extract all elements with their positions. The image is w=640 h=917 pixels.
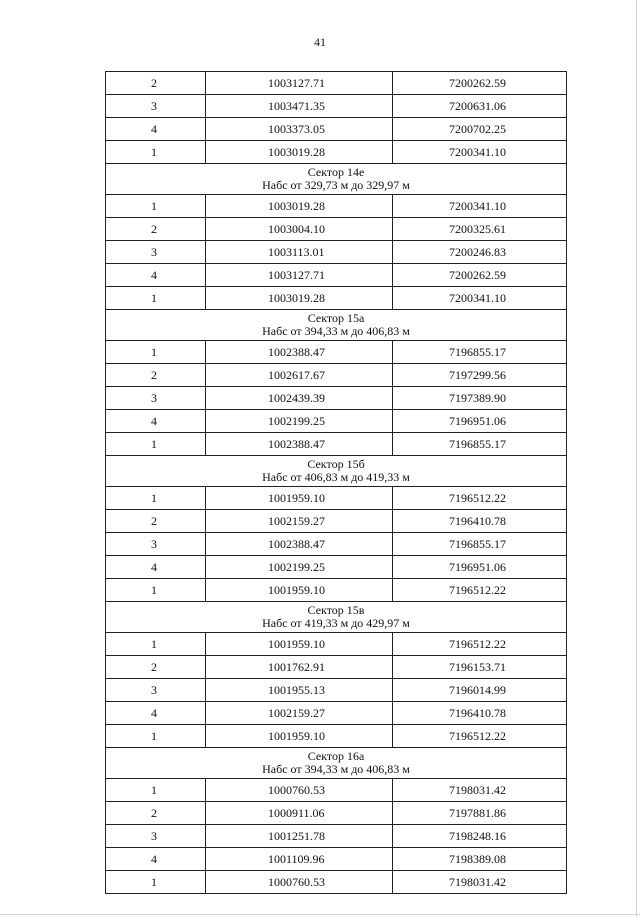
y-coordinate-cell: 7197881.86 xyxy=(393,802,567,825)
y-coordinate-cell: 7196014.99 xyxy=(393,679,567,702)
coordinate-row xyxy=(106,218,567,241)
x-coordinate-cell: 1001762.91 xyxy=(206,656,393,679)
y-coordinate-cell: 7200341.10 xyxy=(393,195,567,218)
coordinate-row xyxy=(106,72,567,95)
x-coordinate-cell: 1003127.71 xyxy=(206,264,393,287)
x-coordinate-cell: 1003113.01 xyxy=(206,241,393,264)
coordinate-row xyxy=(106,241,567,264)
coordinate-row xyxy=(106,510,567,533)
sector-header-row xyxy=(106,602,567,633)
x-coordinate-cell: 1003004.10 xyxy=(206,218,393,241)
point-number-cell: 1 xyxy=(106,487,206,510)
point-number-cell: 1 xyxy=(106,195,206,218)
x-coordinate-cell: 1001959.10 xyxy=(206,633,393,656)
y-coordinate-cell: 7196512.22 xyxy=(393,725,567,748)
point-number-cell: 1 xyxy=(106,287,206,310)
coordinate-row xyxy=(106,264,567,287)
coordinate-row xyxy=(106,487,567,510)
point-number-cell: 4 xyxy=(106,702,206,725)
point-number-cell: 2 xyxy=(106,218,206,241)
y-coordinate-cell: 7196153.71 xyxy=(393,656,567,679)
x-coordinate-cell: 1003373.05 xyxy=(206,118,393,141)
y-coordinate-cell: 7200262.59 xyxy=(393,72,567,95)
sector-height-range: Набс от 406,83 м до 419,33 м xyxy=(262,470,410,484)
point-number-cell: 1 xyxy=(106,433,206,456)
sector-title: Сектор 15а xyxy=(307,311,365,325)
point-number-cell: 3 xyxy=(106,387,206,410)
x-coordinate-cell: 1003019.28 xyxy=(206,195,393,218)
coordinate-row xyxy=(106,433,567,456)
x-coordinate-cell: 1001959.10 xyxy=(206,579,393,602)
y-coordinate-cell: 7198031.42 xyxy=(393,779,567,802)
point-number-cell: 3 xyxy=(106,533,206,556)
x-coordinate-cell: 1001959.10 xyxy=(206,725,393,748)
y-coordinate-cell: 7197299.56 xyxy=(393,364,567,387)
x-coordinate-cell: 1002199.25 xyxy=(206,556,393,579)
point-number-cell: 2 xyxy=(106,656,206,679)
sector-header-cell xyxy=(106,748,567,779)
x-coordinate-cell: 1003019.28 xyxy=(206,287,393,310)
y-coordinate-cell: 7196855.17 xyxy=(393,433,567,456)
x-coordinate-cell: 1003019.28 xyxy=(206,141,393,164)
x-coordinate-cell: 1000760.53 xyxy=(206,871,393,894)
sector-title: Сектор 15в xyxy=(307,603,365,617)
x-coordinate-cell: 1002388.47 xyxy=(206,341,393,364)
point-number-cell: 4 xyxy=(106,264,206,287)
y-coordinate-cell: 7196855.17 xyxy=(393,533,567,556)
sector-title: Сектор 14е xyxy=(307,165,365,179)
point-number-cell: 4 xyxy=(106,410,206,433)
point-number-cell: 2 xyxy=(106,72,206,95)
x-coordinate-cell: 1003127.71 xyxy=(206,72,393,95)
coordinates-table-body xyxy=(106,72,567,894)
scan-edge-bottom xyxy=(0,914,640,915)
sector-height-range: Набс от 419,33 м до 429,97 м xyxy=(262,616,410,630)
x-coordinate-cell: 1001109.96 xyxy=(206,848,393,871)
x-coordinate-cell: 1002617.67 xyxy=(206,364,393,387)
point-number-cell: 3 xyxy=(106,241,206,264)
sector-header-cell xyxy=(106,310,567,341)
y-coordinate-cell: 7200262.59 xyxy=(393,264,567,287)
sector-header-cell xyxy=(106,456,567,487)
coordinate-row xyxy=(106,364,567,387)
coordinate-row xyxy=(106,533,567,556)
coordinate-row xyxy=(106,656,567,679)
y-coordinate-cell: 7196951.06 xyxy=(393,410,567,433)
coordinate-row xyxy=(106,387,567,410)
coordinate-row xyxy=(106,141,567,164)
y-coordinate-cell: 7196951.06 xyxy=(393,556,567,579)
coordinate-row xyxy=(106,95,567,118)
sector-height-range: Набс от 394,33 м до 406,83 м xyxy=(262,324,410,338)
x-coordinate-cell: 1000911.06 xyxy=(206,802,393,825)
sector-height-range: Набс от 394,33 м до 406,83 м xyxy=(262,762,410,776)
coordinate-row xyxy=(106,579,567,602)
point-number-cell: 1 xyxy=(106,341,206,364)
scan-edge-right xyxy=(636,0,637,917)
point-number-cell: 3 xyxy=(106,95,206,118)
point-number-cell: 1 xyxy=(106,779,206,802)
point-number-cell: 2 xyxy=(106,802,206,825)
coordinates-table xyxy=(105,71,567,894)
y-coordinate-cell: 7200341.10 xyxy=(393,141,567,164)
y-coordinate-cell: 7196512.22 xyxy=(393,579,567,602)
coordinate-row xyxy=(106,825,567,848)
sector-header-row xyxy=(106,456,567,487)
point-number-cell: 1 xyxy=(106,725,206,748)
x-coordinate-cell: 1002388.47 xyxy=(206,533,393,556)
point-number-cell: 3 xyxy=(106,825,206,848)
y-coordinate-cell: 7198389.08 xyxy=(393,848,567,871)
y-coordinate-cell: 7200702.25 xyxy=(393,118,567,141)
sector-height-range: Набс от 329,73 м до 329,97 м xyxy=(262,178,410,192)
coordinate-row xyxy=(106,410,567,433)
x-coordinate-cell: 1002388.47 xyxy=(206,433,393,456)
x-coordinate-cell: 1000760.53 xyxy=(206,779,393,802)
x-coordinate-cell: 1002159.27 xyxy=(206,510,393,533)
point-number-cell: 4 xyxy=(106,848,206,871)
coordinate-row xyxy=(106,556,567,579)
coordinate-row xyxy=(106,195,567,218)
point-number-cell: 2 xyxy=(106,364,206,387)
y-coordinate-cell: 7200341.10 xyxy=(393,287,567,310)
x-coordinate-cell: 1001251.78 xyxy=(206,825,393,848)
y-coordinate-cell: 7196512.22 xyxy=(393,487,567,510)
page-number: 41 xyxy=(314,35,326,49)
y-coordinate-cell: 7200631.06 xyxy=(393,95,567,118)
point-number-cell: 2 xyxy=(106,510,206,533)
point-number-cell: 1 xyxy=(106,579,206,602)
y-coordinate-cell: 7200246.83 xyxy=(393,241,567,264)
y-coordinate-cell: 7198248.16 xyxy=(393,825,567,848)
x-coordinate-cell: 1002199.25 xyxy=(206,410,393,433)
y-coordinate-cell: 7196512.22 xyxy=(393,633,567,656)
y-coordinate-cell: 7197389.90 xyxy=(393,387,567,410)
coordinate-row xyxy=(106,341,567,364)
coordinate-row xyxy=(106,287,567,310)
coordinate-row xyxy=(106,848,567,871)
coordinate-row xyxy=(106,871,567,894)
point-number-cell: 1 xyxy=(106,141,206,164)
x-coordinate-cell: 1002439.39 xyxy=(206,387,393,410)
coordinate-row xyxy=(106,679,567,702)
coordinate-row xyxy=(106,633,567,656)
point-number-cell: 1 xyxy=(106,633,206,656)
sector-header-cell xyxy=(106,164,567,195)
y-coordinate-cell: 7196855.17 xyxy=(393,341,567,364)
sector-header-cell xyxy=(106,602,567,633)
x-coordinate-cell: 1001959.10 xyxy=(206,487,393,510)
sector-title: Сектор 16а xyxy=(307,749,365,763)
y-coordinate-cell: 7200325.61 xyxy=(393,218,567,241)
sector-title: Сектор 15б xyxy=(307,457,365,471)
point-number-cell: 4 xyxy=(106,118,206,141)
sector-header-row xyxy=(106,310,567,341)
coordinate-row xyxy=(106,118,567,141)
x-coordinate-cell: 1003471.35 xyxy=(206,95,393,118)
y-coordinate-cell: 7198031.42 xyxy=(393,871,567,894)
point-number-cell: 4 xyxy=(106,556,206,579)
sector-header-row xyxy=(106,748,567,779)
x-coordinate-cell: 1002159.27 xyxy=(206,702,393,725)
x-coordinate-cell: 1001955.13 xyxy=(206,679,393,702)
point-number-cell: 1 xyxy=(106,871,206,894)
sector-header-row xyxy=(106,164,567,195)
coordinate-row xyxy=(106,779,567,802)
point-number-cell: 3 xyxy=(106,679,206,702)
coordinate-row xyxy=(106,802,567,825)
coordinate-row xyxy=(106,702,567,725)
y-coordinate-cell: 7196410.78 xyxy=(393,510,567,533)
y-coordinate-cell: 7196410.78 xyxy=(393,702,567,725)
coordinate-row xyxy=(106,725,567,748)
